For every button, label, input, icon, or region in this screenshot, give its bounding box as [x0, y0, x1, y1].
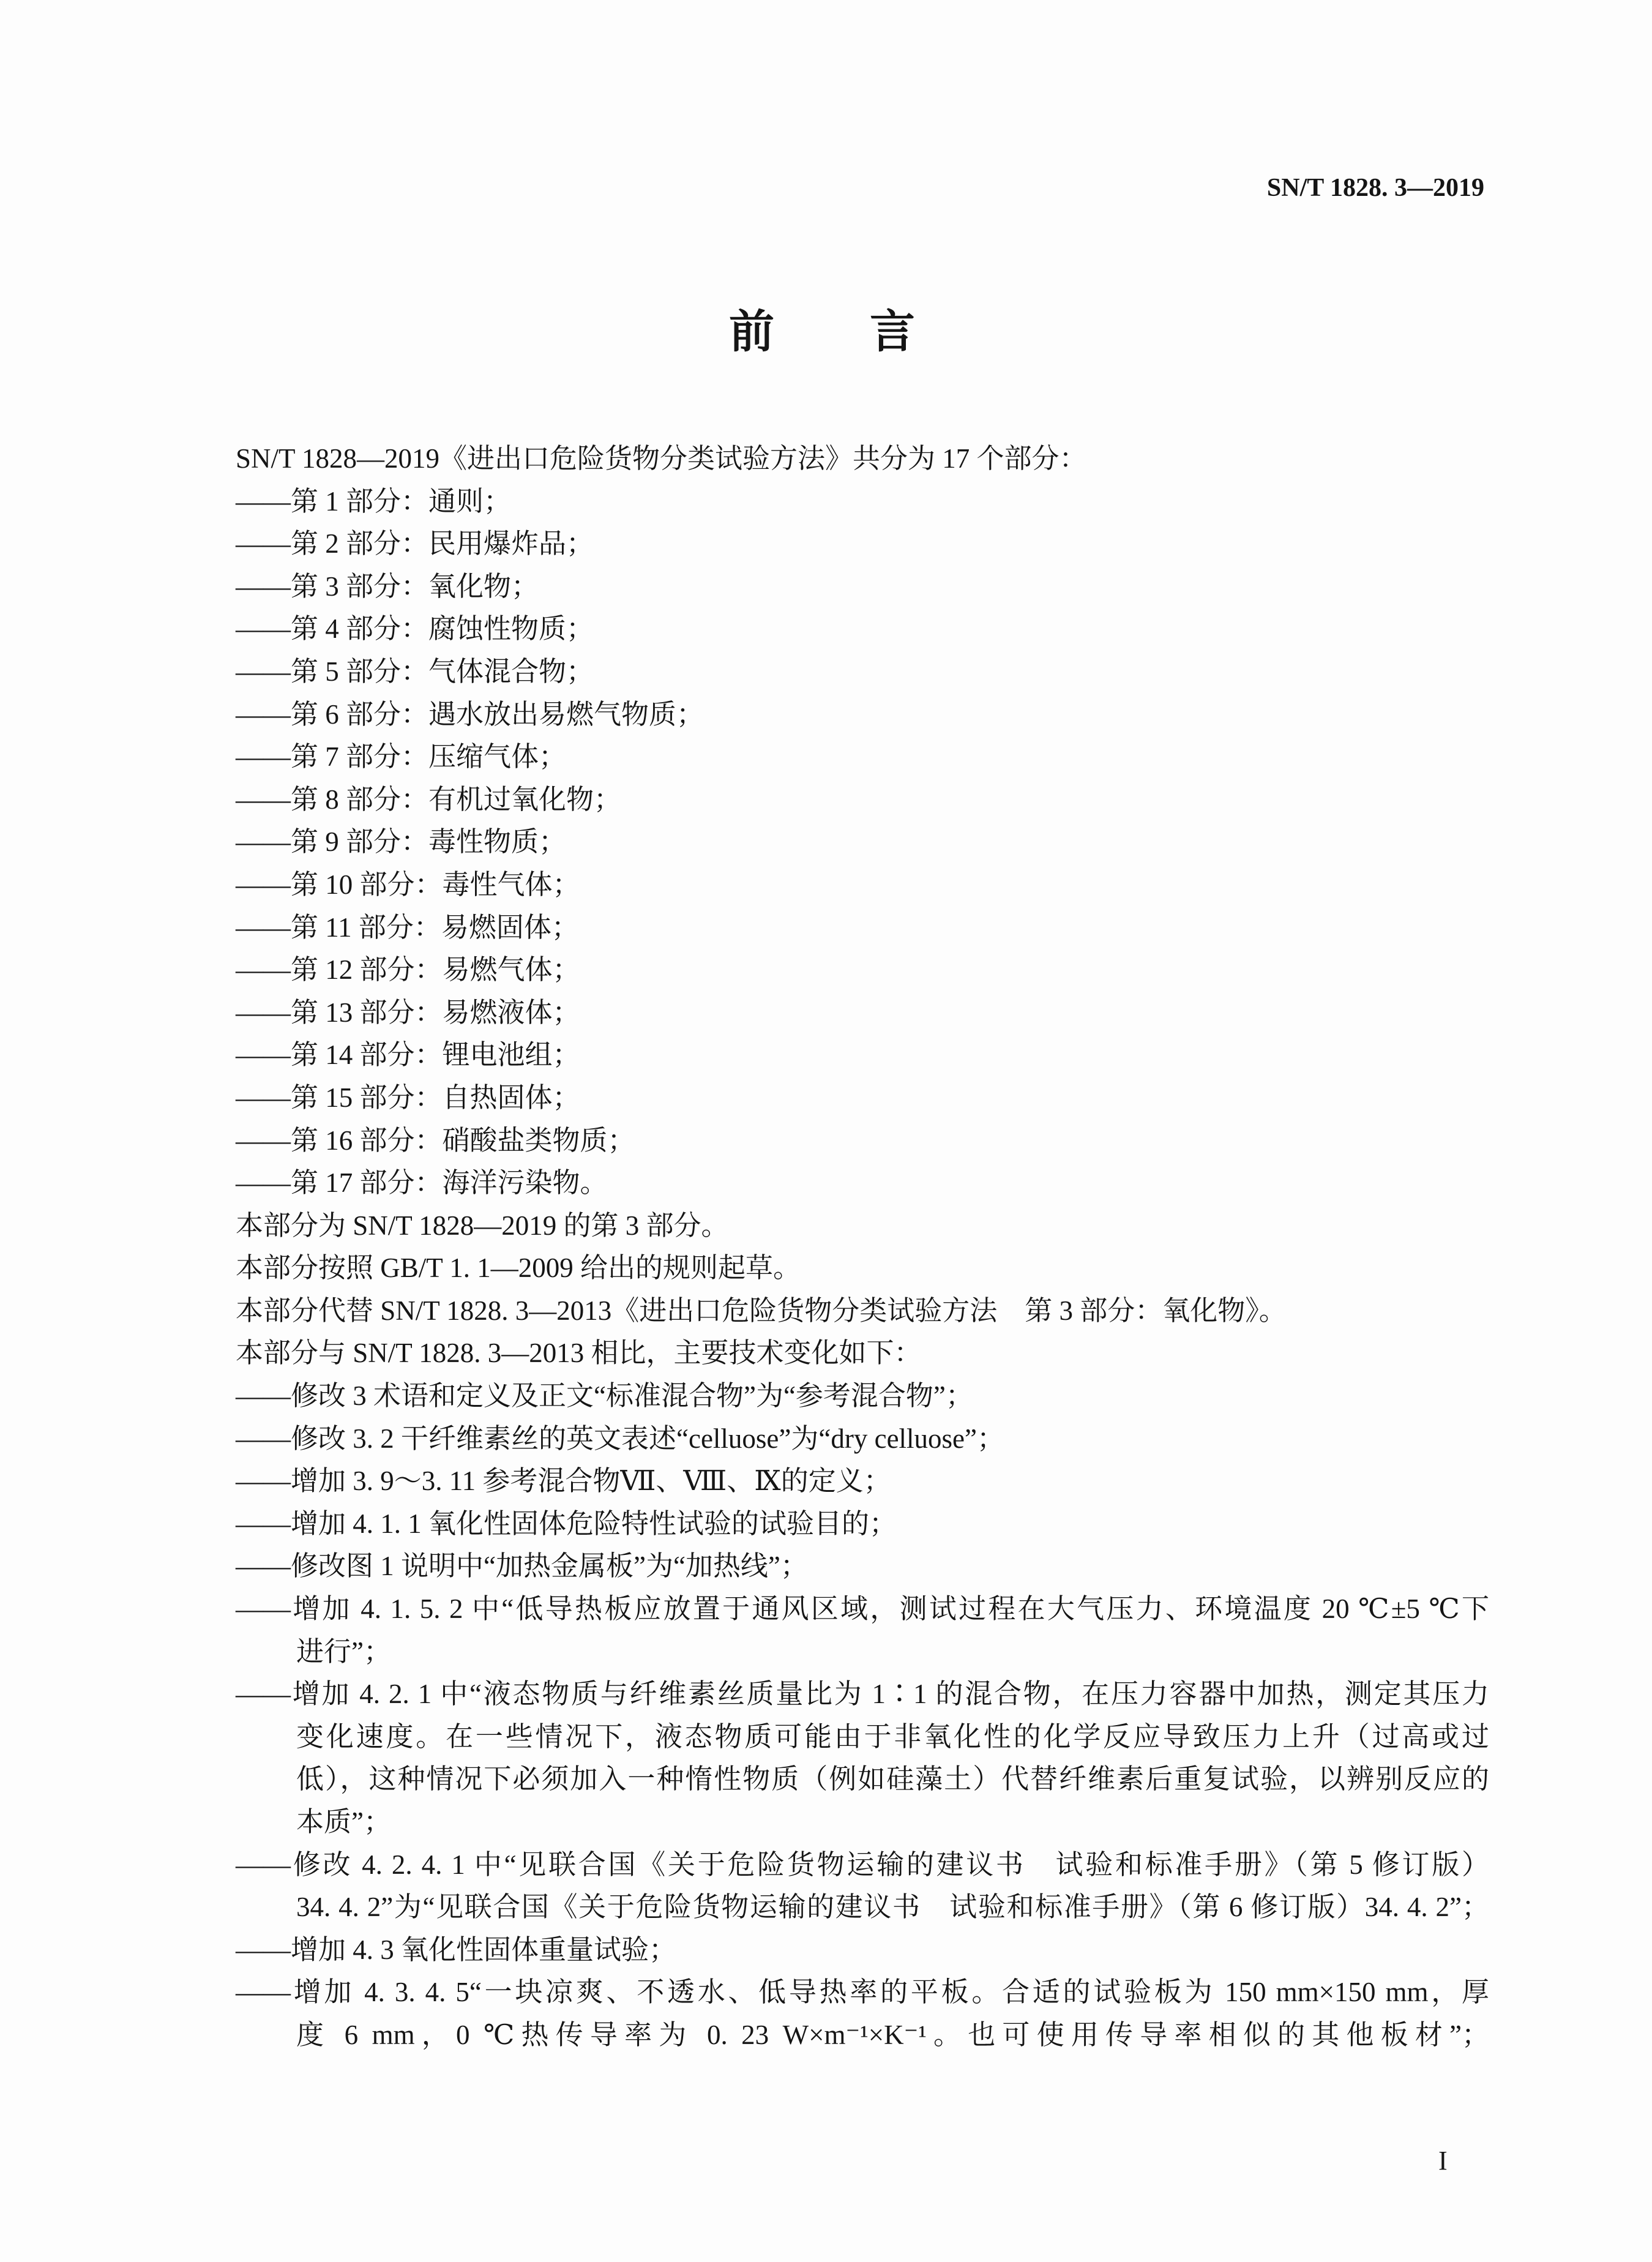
change-list-item [236, 1588, 1489, 1673]
changes-list [236, 1375, 1489, 2057]
change-list-item [236, 1673, 1489, 1843]
page-number: I [1438, 2146, 1448, 2176]
part-list-item: ——第 5 部分：气体混合物； [236, 656, 594, 687]
statement-block [236, 1205, 1489, 1375]
statement-paragraph: 本部分为 SN/T 1828—2019 的第 3 部分。 [236, 1210, 729, 1241]
change-item-line: ——增加 4. 3. 4. 5“一块凉爽、不透水、低导热率的平板。合适的试验板为 150 mm×150 mm，厚 [236, 1977, 1489, 2008]
change-item-line: 34. 4. 2”为“见联合国《关于危险货物运输的建议书 试验和标准手册》（第 6 修订版）34. 4. 2”； [296, 1892, 1489, 1923]
change-item-line: ——修改图 1 说明中“加热金属板”为“加热线”； [236, 1551, 808, 1582]
change-item-line: 进行”； [296, 1636, 391, 1667]
part-list-item: ——第 3 部分：氧化物； [236, 571, 539, 602]
change-item-line: 本质”； [296, 1807, 391, 1837]
part-list-item: ——第 10 部分：毒性气体； [236, 869, 580, 900]
change-item-line: ——修改 4. 2. 4. 1 中“见联合国《关于危险货物运输的建议书 试验和标准手册》（第 5 修订版） [236, 1849, 1489, 1880]
parts-list [236, 481, 1489, 1205]
statement-paragraph: 本部分与 SN/T 1828. 3—2013 相比，主要技术变化如下： [236, 1338, 922, 1369]
change-item-line: ——增加 4. 1. 5. 2 中“低导热板应放置于通风区域，测试过程在大气压力、环境温度 20 ℃±5 ℃下 [236, 1594, 1489, 1625]
change-item-line: ——增加 4. 2. 1 中“液态物质与纤维素丝质量比为 1∶1 的混合物，在压力容器中加热，测定其压力 [236, 1679, 1489, 1710]
change-list-item [236, 1503, 1489, 1546]
change-item-line: ——修改 3. 2 干纤维素丝的英文表述“celluose”为“dry celluose”； [236, 1423, 1005, 1454]
standard-number: SN/T 1828. 3—2019 [1266, 174, 1484, 202]
part-list-item: ——第 11 部分：易燃固体； [236, 912, 579, 943]
change-item-line: ——增加 4. 3 氧化性固体重量试验； [236, 1934, 677, 1965]
part-list-item: ——第 1 部分：通则； [236, 485, 512, 517]
statement-paragraph: 本部分按照 GB/T 1. 1—2009 给出的规则起草。 [236, 1253, 801, 1284]
change-list-item [236, 1545, 1489, 1588]
change-item-line: ——增加 4. 1. 1 氧化性固体危险特性试验的试验目的； [236, 1508, 897, 1539]
change-list-item [236, 1460, 1489, 1503]
statement-paragraph: 本部分代替 SN/T 1828. 3—2013《进出口危险货物分类试验方法 第 3 部分：氧化物》。 [236, 1295, 1287, 1326]
page-title: 前言 [729, 305, 1011, 358]
part-list-item: ——第 12 部分：易燃气体； [236, 954, 580, 986]
part-list-item: ——第 9 部分：毒性物质； [236, 826, 567, 858]
change-list-item [236, 1971, 1489, 2056]
change-item-line: 低），这种情况下必须加入一种惰性物质（例如硅藻土）代替纤维素后重复试验，以辨别反应的 [296, 1764, 1489, 1795]
part-list-item: ——第 13 部分：易燃液体； [236, 997, 580, 1028]
change-list-item [236, 1844, 1489, 1929]
part-list-item: ——第 14 部分：锂电池组； [236, 1039, 580, 1071]
part-list-item: ——第 8 部分：有机过氧化物； [236, 784, 622, 815]
change-list-item [236, 1418, 1489, 1461]
change-item-line: 度 6 mm，0 ℃热传导率为 0. 23 W×m⁻¹×K⁻¹。也可使用传导率相似的其他板材”； [296, 2019, 1489, 2050]
change-list-item [236, 1929, 1489, 1972]
part-list-item: ——第 6 部分：遇水放出易燃气物质； [236, 698, 705, 730]
change-list-item [236, 1375, 1489, 1418]
intro-paragraph: SN/T 1828—2019《进出口危险货物分类试验方法》共分为 17 个部分： [236, 443, 1087, 474]
part-list-item: ——第 2 部分：民用爆炸品； [236, 528, 594, 560]
change-item-line: ——修改 3 术语和定义及正文“标准混合物”为“参考混合物”； [236, 1380, 973, 1412]
change-item-line: 变化速度。在一些情况下，液态物质可能由于非氧化性的化学反应导致压力上升（过高或过 [296, 1721, 1489, 1752]
part-list-item: ——第 4 部分：腐蚀性物质； [236, 613, 594, 645]
change-item-line: ——增加 3. 9～3. 11 参考混合物Ⅶ、Ⅷ、Ⅸ的定义； [236, 1466, 891, 1497]
part-list-item: ——第 7 部分：压缩气体； [236, 741, 567, 773]
part-list-item: ——第 16 部分：硝酸盐类物质； [236, 1125, 635, 1156]
foreword-body [236, 438, 1489, 2057]
part-list-item: ——第 17 部分：海洋污染物。 [236, 1167, 608, 1199]
part-list-item: ——第 15 部分：自热固体； [236, 1082, 580, 1113]
